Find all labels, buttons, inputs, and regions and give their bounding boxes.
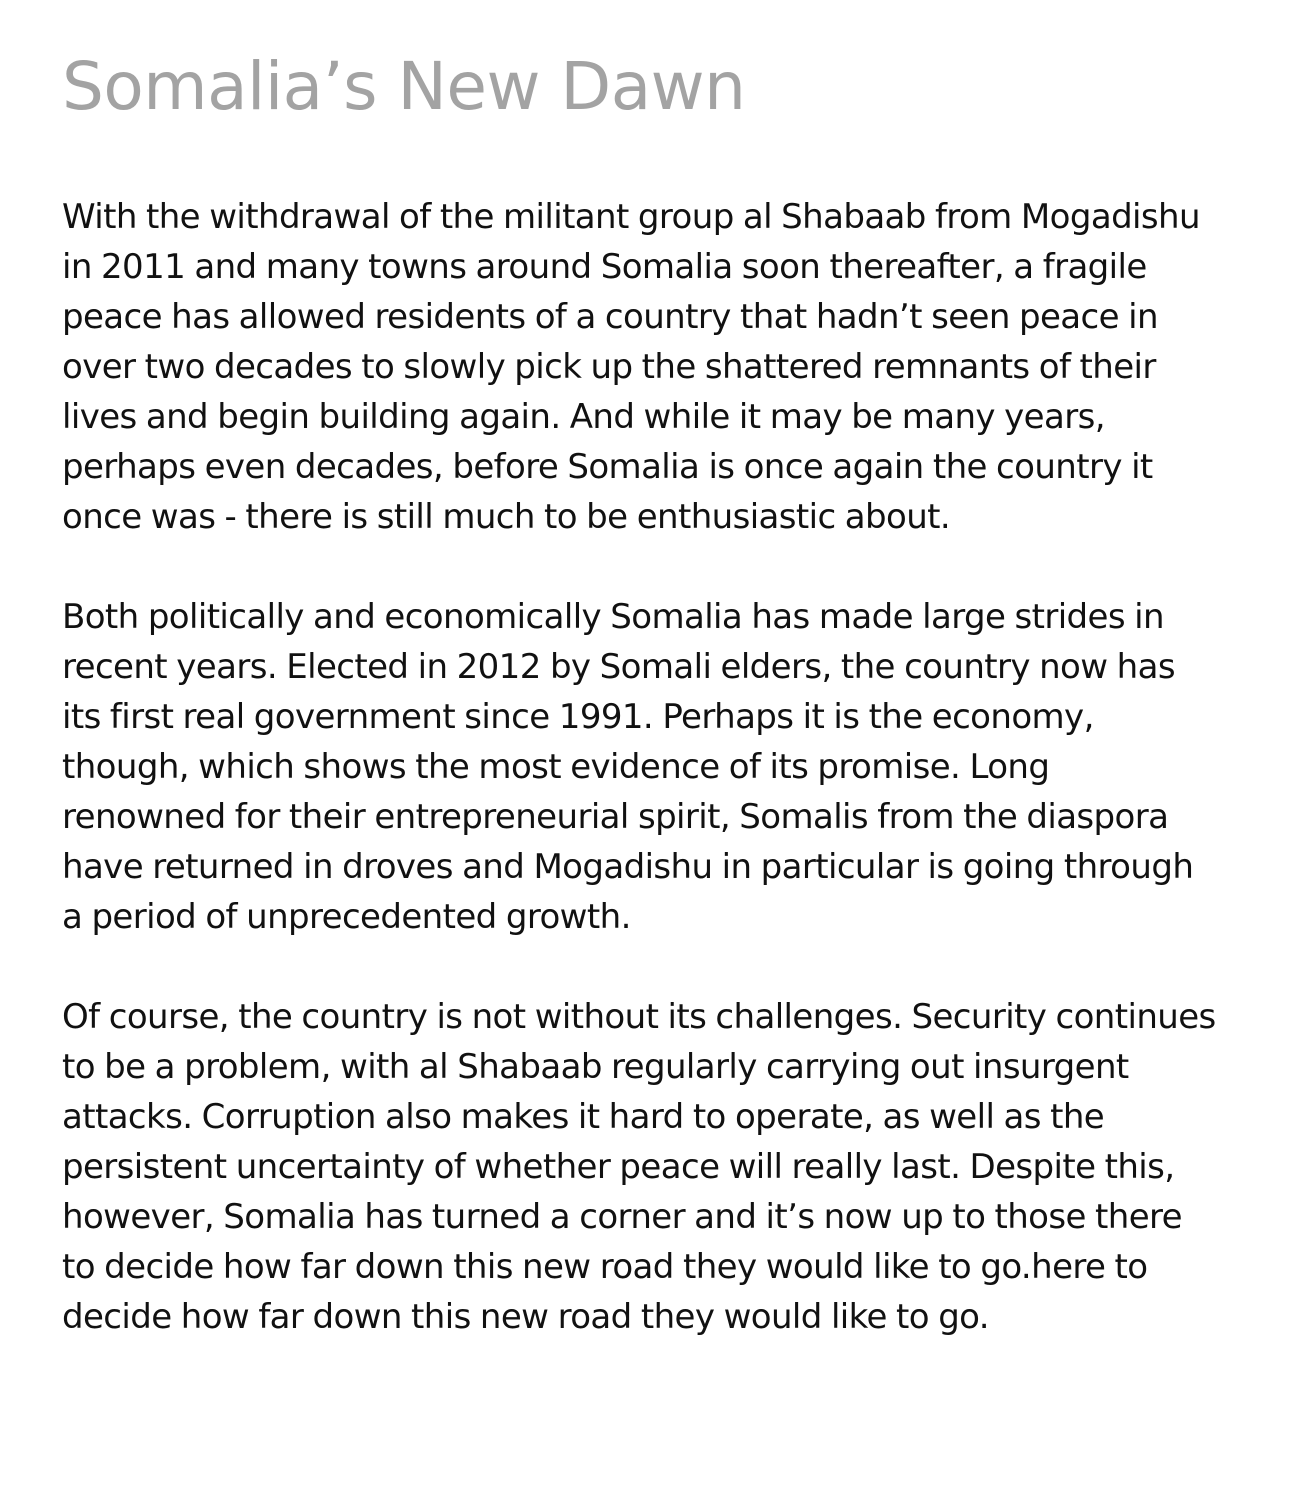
paragraph-challenges: Of course, the country is not without its challenges. Security continues to be a problem, with al Shabaab regularly carrying out insurgent attacks. Corruption also makes it hard to operate, as well as the persistent uncertainty of whether peace will really last. Despite this, however, Somalia has turned a corner and it’s now up to those there to decide how far down this new road they would like to go.here to decide how far down this new road they would like to go. — [62, 997, 1216, 1337]
paragraph-withdrawal: With the withdrawal of the militant group al Shabaab from Mogadishu in 2011 and many towns around Somalia soon thereafter, a fragile peace has allowed residents of a country that hadn’t seen peace in over two decades to slowly pick up the shattered remnants of their lives and begin building again. And while it may be many years, perhaps even decades, before Somalia is once again the country it once was - there is still much to be enthusiastic about. — [62, 197, 1200, 537]
article-title: Somalia’s New Dawn — [62, 48, 746, 125]
paragraph-progress: Both politically and economically Somalia has made large strides in recent years. Elected in 2012 by Somali elders, the country now has its first real government since 1991. Perhaps it is the economy, though, which shows the most evidence of its promise. Long renowned for their entrepreneurial spirit, Somalis from the diaspora have returned in droves and Mogadishu in particular is going through a period of unprecedented growth. — [62, 597, 1194, 937]
article-body — [62, 192, 1222, 1342]
